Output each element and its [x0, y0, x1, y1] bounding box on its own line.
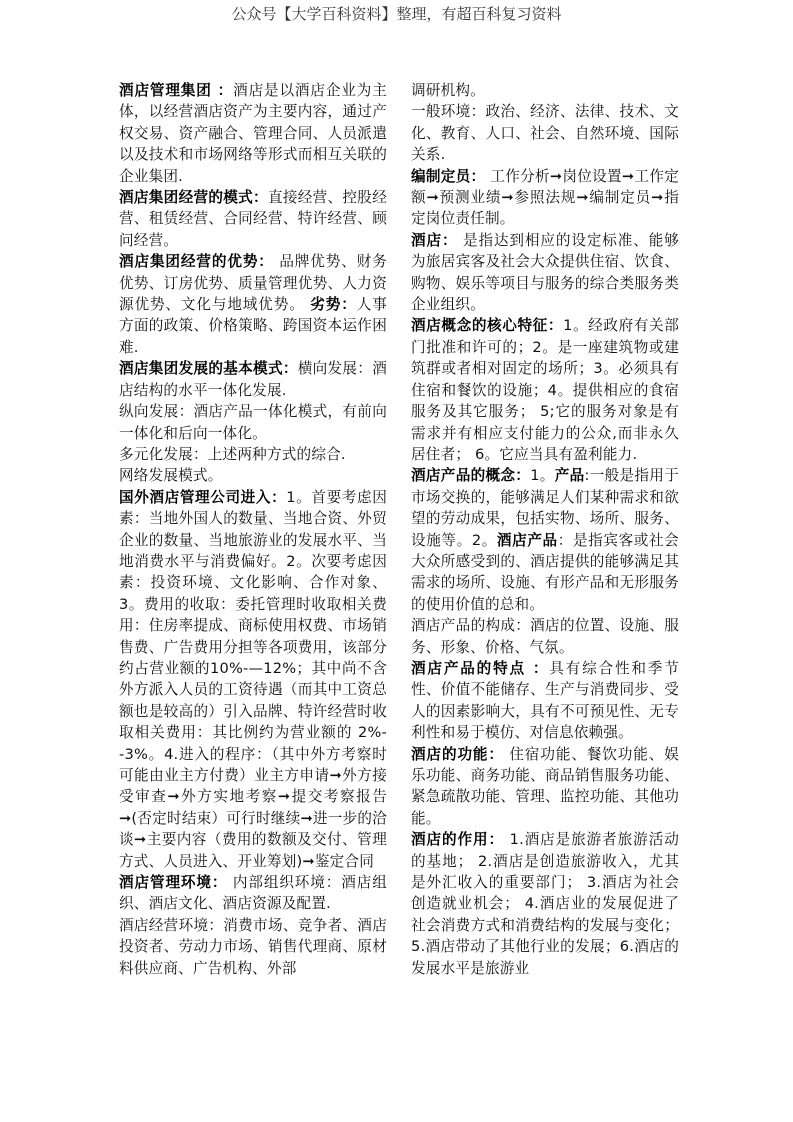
paragraph: [411, 80, 679, 101]
body-text: 直接经营、控股经营、租赁经营、合同经营、特许经营、顾问经营。: [119, 189, 387, 249]
term-heading: 酒店管理环境：: [119, 874, 228, 892]
paragraph: [119, 187, 387, 251]
body-text: 横向发展：酒店结构的水平一体化发展.: [119, 360, 387, 399]
body-text: 内部组织环境：酒店组织、酒店文化、酒店资源及配置.: [119, 874, 387, 913]
paragraph: [411, 101, 679, 165]
body-text: ：是指宾客或社会大众所感受到的、酒店提供的能够满足其需求的场所、设施、有形产品和无形服务的使用价值的总和。: [411, 531, 679, 613]
body-text: 酒店是以酒店企业为主体，以经营酒店资产为主要内容，通过产权交易、资产融合、管理合同、人员派遣以及技术和市场网络等形式而相互关联的企业集团.: [119, 82, 387, 185]
paragraph: [411, 166, 679, 230]
paragraph: [119, 444, 387, 465]
paragraph: [411, 230, 679, 316]
paragraph: [119, 465, 387, 486]
term-heading: 酒店概念的核心特征：: [411, 317, 564, 335]
term-heading: 酒店产品: [496, 531, 558, 549]
term-heading: 酒店的功能：: [411, 745, 504, 763]
paragraph: [411, 829, 679, 979]
paragraph: [119, 915, 387, 979]
term-heading: 酒店集团经营的优势：: [119, 253, 274, 271]
body-text: 1。经政府有关部门批准和许可的；2。是一座建筑物或建筑群或者相对固定的场所；3。必须具有住宿和餐饮的设施；4。提供相应的食宿服务及其它服务； 5;它的服务对象是有需求并有相应支付能力的公众,而非永久居住者； 6。它应当具有盈利能力.: [411, 317, 679, 463]
body-text: 网络发展模式。: [119, 467, 223, 485]
paragraph: [119, 872, 387, 915]
body-text: 具有综合性和季节性、价值不能储存、生产与消费同步、受人的因素影响大，具有不可预见性、无专利性和易于模仿、对信息依赖强。: [411, 659, 679, 742]
paragraph: [411, 615, 679, 658]
body-text: 1。: [530, 467, 555, 485]
paragraph: [411, 465, 679, 615]
term-heading: 劣势：: [310, 296, 357, 314]
paragraph: [119, 251, 387, 358]
body-text: 一般环境：政治、经济、法律、技术、文化、教育、人口、社会、自然环境、国际关系.: [411, 103, 679, 164]
body-text: 是指达到相应的设定标准、能够为旅居宾客及社会大众提供住宿、饮食、购物、娱乐等项目与服务的综合类服务类企业组织。: [411, 231, 680, 314]
body-text: 酒店产品的构成：酒店的位置、设施、服务、形象、价格、气氛。: [411, 617, 679, 656]
paragraph: [411, 658, 679, 744]
body-text: 1.酒店是旅游者旅游活动的基地； 2.酒店是创造旅游收入，尤其是外汇收入的重要部门； 3.酒店为社会创造就业机会； 4.酒店业的发展促进了社会消费方式和消费结构的发展与变化；5.酒店带动了其他行业的发展；6.酒店的发展水平是旅游业: [411, 831, 679, 977]
term-heading: 编制定员：: [411, 167, 486, 185]
term-heading: 酒店集团发展的基本模式：: [119, 360, 298, 378]
paragraph: [411, 744, 679, 830]
body-text: :一般是指用于市场交换的，能够满足人们某种需求和欲望的劳动成果，包括实物、场所、服务、设施等。2。: [411, 467, 679, 549]
body-text: 多元化发展：上述两种方式的综合.: [119, 445, 346, 463]
body-text: 纵向发展：酒店产品一体化模式，有前向一体化和后向一体化。: [119, 403, 387, 442]
body-text: 住宿功能、餐饮功能、娱乐功能、商务功能、商品销售服务功能、紧急疏散功能、管理、监控功能、其他功能。: [411, 745, 680, 827]
paragraph: [119, 358, 387, 401]
body-text: 调研机构。: [411, 82, 485, 99]
body-text: 人事方面的政策、价格策略、跨国资本运作困难.: [119, 296, 387, 356]
term-heading: 国外酒店管理公司进入：: [119, 488, 287, 506]
term-heading: 酒店产品的概念：: [411, 467, 531, 485]
paragraph: [119, 80, 387, 187]
left-column: [119, 80, 387, 979]
term-heading: 酒店集团经营的模式：: [119, 189, 268, 207]
body-text: 酒店经营环境：消费市场、竞争者、酒店投资者、劳动力市场、销售代理商、原材料供应商、广告机构、外部: [119, 916, 387, 977]
right-column: [411, 80, 679, 979]
body-text: 品牌优势、财务优势、订房优势、质量管理优势、人力资源优势、文化与地域优势。: [119, 253, 387, 314]
paragraph: [119, 487, 387, 872]
term-heading: 酒店的作用：: [411, 831, 505, 849]
paragraph: [119, 401, 387, 444]
term-heading: 酒店管理集团 ：: [119, 82, 234, 99]
page-header: 公众号【大学百科资料】整理，有超百科复习资料: [231, 5, 562, 23]
term-heading: 酒店：: [411, 231, 458, 249]
paragraph: [411, 315, 679, 465]
term-heading: 酒店产品的特点 ：: [411, 659, 550, 677]
body-text: 工作分析➞岗位设置➞工作定额➞预测业绩➞参照法规➞编制定员➞指定岗位责任制。: [411, 167, 679, 228]
term-heading: 产品: [554, 467, 585, 485]
body-text: 1。首要考虑因素：当地外国人的数量、当地合资、外贸企业的数量、当地旅游业的发展水平、当地消费水平与消费偏好。2。次要考虑因素：投资环境、文化影响、合作对象、3。费用的收取：委托管理时收取相关费用：住房率提成、商标使用权费、市场销售费、广告费用分担等各项费用，该部分约占营业额的10%-—12%；其中尚不含外方派入人员的工资待遇（而其中工资总额也是较高的）引入品牌、特许经营时收取相关费用：其比例约为营业额的 2%--3%。4.进入的程序：（其中外方考察时可能由业主方付费）业主方申请➞外方接受审查➞外方实地考察➞提交考察报告➞(否定时结束）可行时继续➞进一步的洽谈➞主要内容（费用的数额及交付、管理方式、人员进入、开业筹划)➞鉴定合同: [119, 488, 388, 870]
